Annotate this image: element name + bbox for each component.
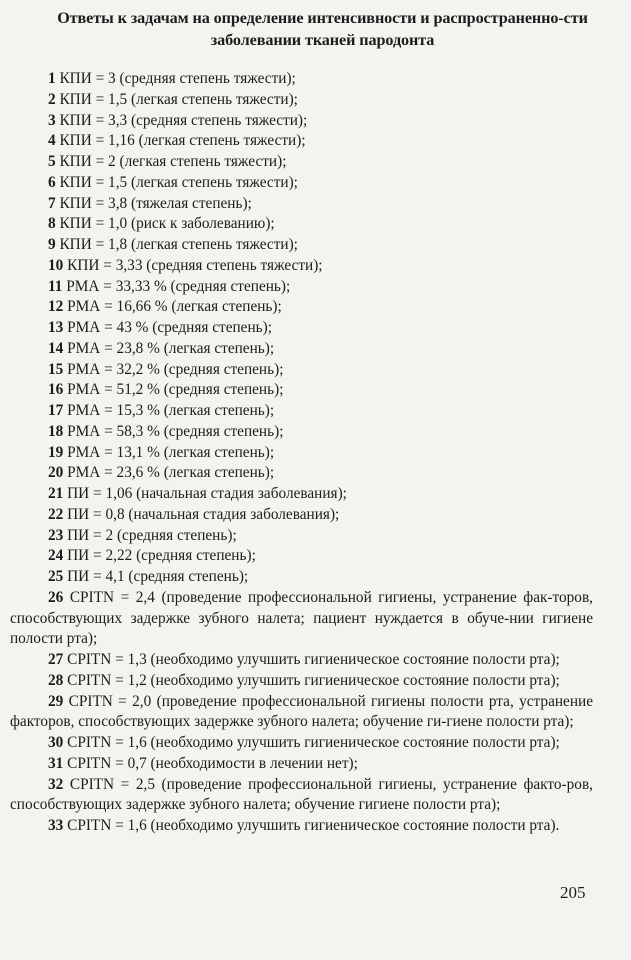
answer-item [48,111,593,132]
answer-item [48,567,593,588]
answer-text: КПИ = 1,5 (легкая степень тяжести); [55,173,298,191]
answer-text: КПИ = 1,16 (легкая степень тяжести); [55,132,306,150]
answer-item [10,588,593,650]
answer-number: 26 [48,588,64,606]
answer-number: 23 [48,526,64,544]
answer-text: РМА = 15,3 % (легкая степень); [63,402,275,419]
answer-number: 31 [48,754,64,772]
answer-item [48,318,593,339]
answer-number: 17 [48,402,64,419]
answer-number: 6 [48,173,56,191]
answer-text: РМА = 33,33 % (средняя степень); [62,277,291,295]
answer-item [48,526,593,547]
answer-text: КПИ = 3 (средняя степень тяжести); [55,70,296,87]
answer-number: 15 [48,360,64,378]
answer-item [10,775,593,817]
answer-text: ПИ = 2 (средняя степень); [63,526,237,544]
answer-text: ПИ = 4,1 (средняя степень); [63,568,249,585]
answer-item [48,422,593,443]
answer-number: 5 [48,153,56,170]
answer-item [48,671,593,692]
answer-item [48,463,593,484]
answer-text: КПИ = 1,0 (риск к заболеванию); [55,215,275,233]
answer-item [48,256,593,277]
page-title: Ответы к задачам на определение интенсивности и распространенно-сти заболевании тканей пародонта [57,9,588,49]
answer-item [48,733,593,754]
answer-text: ПИ = 2,22 (средняя степень); [63,547,256,565]
answer-number: 2 [48,90,56,108]
answer-text: РМА = 32,2 % (средняя степень); [63,360,284,378]
answer-text: РМА = 58,3 % (средняя степень); [63,422,284,440]
answer-item [48,173,593,194]
answer-text: РМА = 23,8 % (легкая степень); [63,339,275,357]
answer-text: КПИ = 1,5 (легкая степень тяжести); [55,90,298,108]
answer-number: 14 [48,339,64,357]
answer-number: 32 [48,775,64,793]
answer-item [48,505,593,526]
answer-text: РМА = 51,2 % (средняя степень); [63,381,284,399]
answer-item [48,194,593,215]
answer-item [48,754,593,775]
answer-number: 10 [48,256,64,274]
answer-text: CPITN = 0,7 (необходимости в лечении нет); [63,754,358,772]
answer-number: 24 [48,547,64,565]
answer-text: РМА = 43 % (средняя степень); [63,319,272,336]
answer-text: РМА = 13,1 % (легкая степень); [63,443,275,461]
answer-item [48,484,593,505]
answer-text: КПИ = 2 (легкая степень тяжести); [55,153,287,170]
answer-number: 27 [48,651,64,668]
answer-item [48,401,593,422]
answer-number: 18 [48,422,64,440]
answer-item [48,360,593,381]
answer-text: CPITN = 1,6 (необходимо улучшить гигиеническое состояние полости рта). [63,817,560,834]
answer-text: CPITN = 1,3 (необходимо улучшить гигиеническое состояние полости рта); [63,651,560,668]
answer-item [48,277,593,298]
answer-number: 25 [48,568,64,585]
answer-text: РМА = 16,66 % (легкая степень); [63,298,282,316]
answer-item [48,152,593,173]
answer-item [48,546,593,567]
answer-text: КПИ = 3,3 (средняя степень тяжести); [55,111,308,129]
answer-number: 3 [48,111,56,129]
answer-item [48,90,593,111]
answer-number: 28 [48,671,64,689]
answer-number: 22 [48,505,64,523]
answer-number: 12 [48,298,64,316]
answer-text: ПИ = 0,8 (начальная стадия заболевания); [63,505,340,523]
answer-text: КПИ = 3,8 (тяжелая степень); [55,194,252,212]
answer-number: 11 [48,277,63,295]
answer-number: 9 [48,236,56,253]
answer-item [48,69,593,90]
answer-item [48,443,593,464]
answer-text: РМА = 23,6 % (легкая степень); [63,464,275,482]
answer-item [48,816,593,837]
answer-item [48,131,593,152]
answer-item [48,214,593,235]
answer-number: 29 [48,692,64,710]
answer-number: 16 [48,381,64,399]
answer-number: 7 [48,194,56,212]
answer-number: 21 [48,485,64,502]
answer-text: CPITN = 2,4 (проведение профессиональной гигиены, устранение фак-торов, способствующих задержке зубного налета; пациент нуждается в обуче-нии гигиене полости рта); [10,588,593,648]
page-number: 205 [560,883,586,902]
answer-text: КПИ = 1,8 (легкая степень тяжести); [55,236,298,253]
answer-text: CPITN = 2,5 (проведение профессиональной гигиены, устранение факто-ров, способствующих задержке зубного налета; обучение гигиене полости рта); [10,775,593,814]
answer-text: CPITN = 2,0 (проведение профессиональной гигиены полости рта, устранение факторов, способствующих задержке зубного налета; обучение ги-гиене полости рта); [10,692,593,731]
answer-item [48,339,593,360]
answer-number: 1 [48,70,56,87]
answer-item [48,650,593,671]
answer-number: 30 [48,734,64,751]
answer-text: ПИ = 1,06 (начальная стадия заболевания); [63,485,347,502]
answer-item [48,380,593,401]
answer-number: 8 [48,215,56,233]
answer-number: 4 [48,132,56,150]
answer-number: 19 [48,443,64,461]
answer-text: КПИ = 3,33 (средняя степень тяжести); [63,256,323,274]
answer-item [48,235,593,256]
answers-list [10,69,593,837]
answer-number: 13 [48,319,64,336]
answer-text: CPITN = 1,6 (необходимо улучшить гигиеническое состояние полости рта); [63,734,560,751]
answer-text: CPITN = 1,2 (необходимо улучшить гигиеническое состояние полости рта); [63,671,560,689]
answer-number: 33 [48,817,64,834]
answer-item [10,692,593,734]
answer-number: 20 [48,464,64,482]
answer-item [48,297,593,318]
